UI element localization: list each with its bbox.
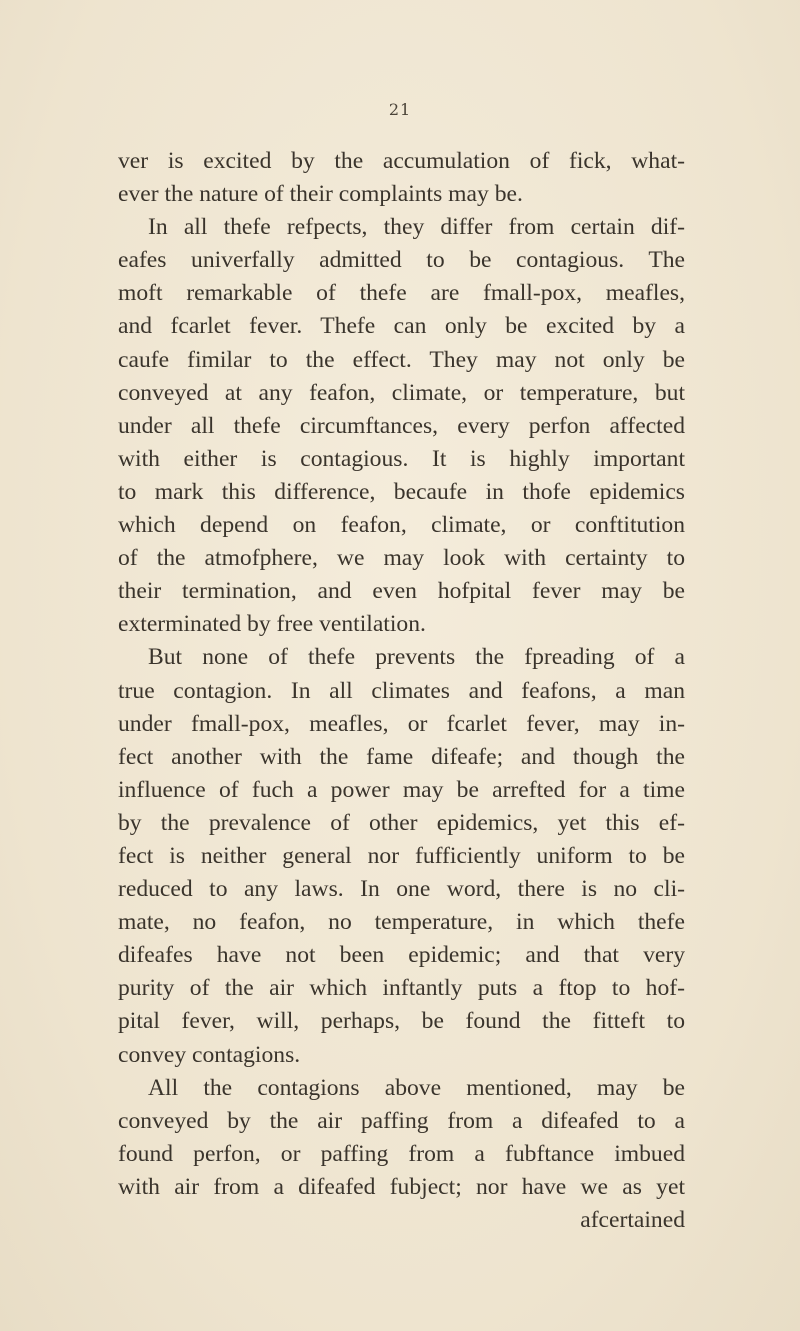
text-line: caufe fimilar to the effect. They may not only be: [118, 346, 685, 373]
text-line: convey contagions.: [118, 1041, 301, 1068]
text-line: conveyed at any feafon, climate, or temperature, but: [118, 379, 685, 406]
text-line: of the atmofphere, we may look with certainty to: [118, 545, 685, 572]
text-line: under all thefe circumftances, every perfon affected: [118, 412, 685, 439]
text-line: pital fever, will, perhaps, be found the fitteft to: [118, 1008, 685, 1035]
text-line: All the contagions above mentioned, may be: [148, 1074, 685, 1101]
text-line: exterminated by free ventilation.: [118, 611, 426, 638]
page-number: 21: [388, 100, 412, 119]
text-line: under fmall-pox, meafles, or fcarlet fever, may in-: [118, 710, 685, 737]
text-line: and fcarlet fever. Thefe can only be excited by a: [118, 313, 685, 340]
text-line: purity of the air which inftantly puts a ftop to hof-: [118, 975, 685, 1002]
text-line: But none of thefe prevents the fpreading of a: [148, 644, 685, 671]
text-line: true contagion. In all climates and feafons, a man: [118, 677, 685, 704]
text-line: ver is excited by the accumulation of fick, what-: [118, 148, 685, 174]
text-line: reduced to any laws. In one word, there is no cli-: [118, 876, 685, 903]
text-line: their termination, and even hofpital fever may be: [118, 578, 685, 605]
text-line: conveyed by the air paffing from a difeafed to a: [118, 1107, 685, 1134]
text-line: In all thefe refpects, they differ from certain dif-: [148, 214, 685, 241]
text-line: by the prevalence of other epidemics, yet this ef-: [118, 809, 685, 836]
text-line: ever the nature of their complaints may be.: [118, 181, 523, 208]
text-line: difeafes have not been epidemic; and that very: [118, 942, 685, 969]
text-line: mate, no feafon, no temperature, in which thefe: [118, 909, 685, 936]
text-line: influence of fuch a power may be arrefted for a time: [118, 776, 685, 803]
text-line: with air from a difeafed fubject; nor have we as yet: [118, 1173, 685, 1200]
text-line: to mark this difference, becaufe in thofe epidemics: [118, 478, 685, 505]
text-line: which depend on feafon, climate, or conftitution: [118, 512, 685, 539]
catchword: afcertained: [580, 1207, 685, 1233]
text-line: fect another with the fame difeafe; and though the: [118, 743, 685, 770]
text-line: with either is contagious. It is highly important: [118, 445, 685, 472]
text-line: fect is neither general nor fufficiently uniform to be: [118, 842, 685, 869]
text-line: found perfon, or paffing from a fubftance imbued: [118, 1140, 685, 1167]
text-line: moft remarkable of thefe are fmall-pox, meafles,: [118, 280, 685, 307]
body-text: [118, 145, 685, 1237]
text-line: eafes univerfally admitted to be contagious. The: [118, 247, 685, 274]
